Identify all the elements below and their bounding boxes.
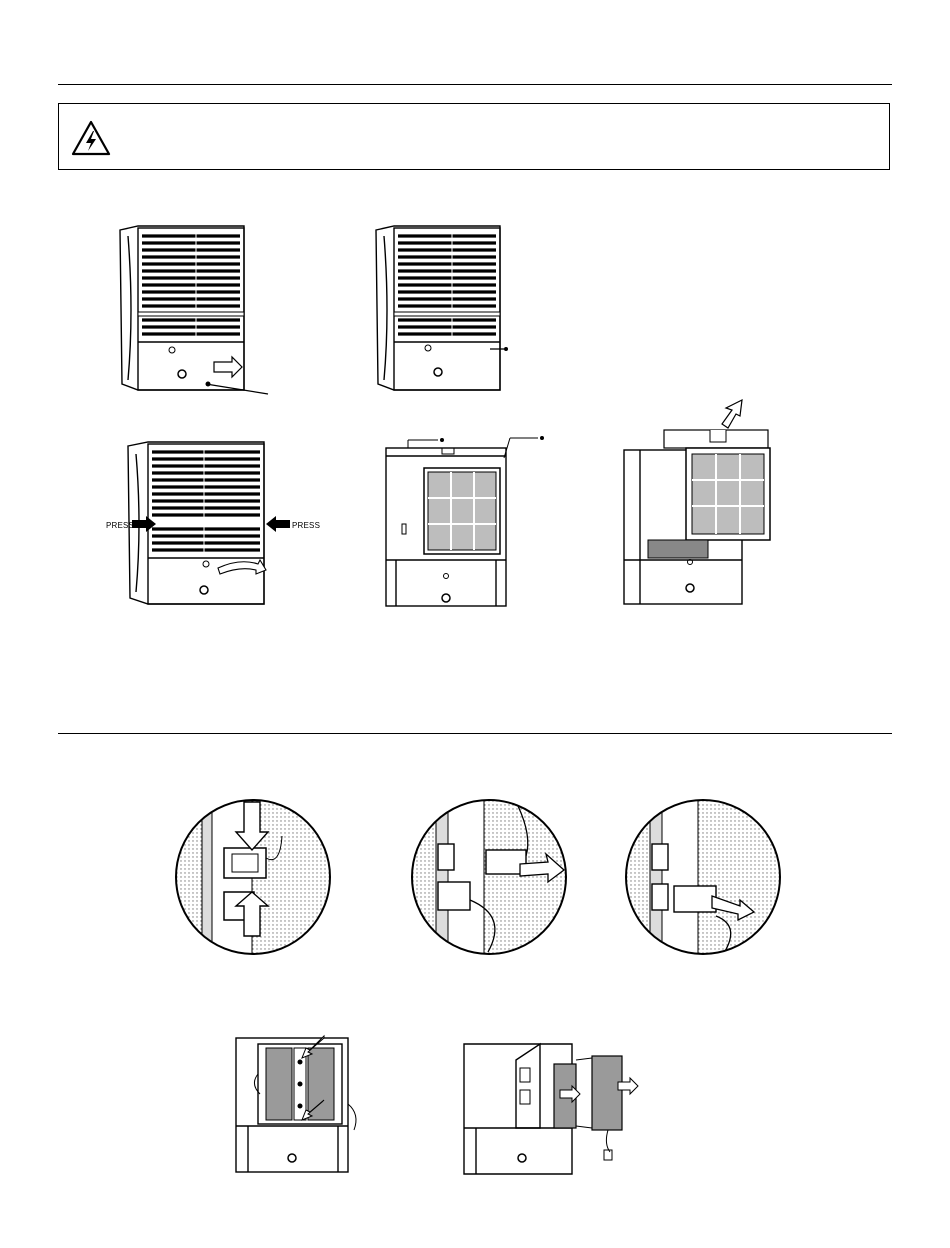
unit-press-sides-figure (100, 440, 330, 610)
unit-coil-removal-figure (458, 1040, 648, 1184)
unit-coil-screws-figure (230, 1034, 370, 1182)
unit-front-unscrew-figure (110, 222, 280, 402)
press-label-left: PRESS (106, 521, 135, 530)
connector-detail-press-figure (172, 796, 334, 958)
electric-shock-warning-icon (71, 120, 111, 156)
warning-box (58, 103, 890, 170)
press-label-right: PRESS (292, 521, 321, 530)
middle-rule (58, 733, 892, 734)
top-rule (58, 84, 892, 85)
connector-detail-disconnect-figure (622, 796, 784, 958)
unit-front-screw-removed-figure (370, 222, 540, 402)
front-grille (142, 236, 240, 334)
unit-filter-lift-out-figure (618, 390, 788, 612)
connector-detail-pull-figure (408, 796, 570, 958)
unit-filter-exposed-figure (378, 428, 558, 614)
